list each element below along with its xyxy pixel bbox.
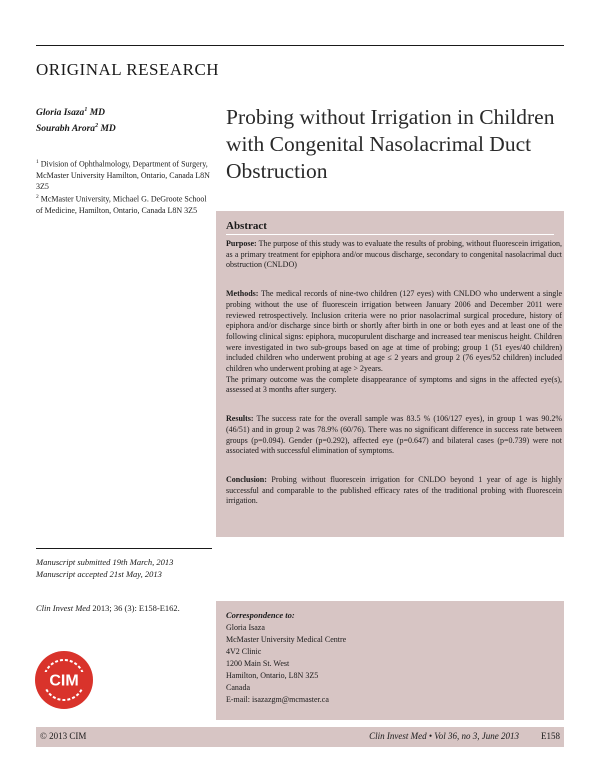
affiliation-2: $^2$ McMaster University, Michael G. DeGroote School of Medicine, Hamilton, Ontario, Canada L8N 3Z5: [36, 194, 207, 216]
cim-logo: [34, 650, 94, 710]
abstract-divider: [226, 234, 554, 235]
article-title: Probing without Irrigation in Children with Congenital Nasolacrimal Duct Obstruction: [226, 105, 555, 183]
correspondence-line: Hamilton, Ontario, L8N 3Z5: [226, 671, 319, 680]
correspondence-line: 4V2 Clinic: [226, 647, 262, 656]
footer-journal: Clin Invest Med • Vol 36, no 3, June 2013 E158: [369, 731, 560, 741]
author-list: [36, 104, 116, 136]
correspondence-email: E-mail: isazazgm@mcmaster.ca: [226, 695, 329, 704]
manuscript-dates: [36, 556, 173, 580]
abstract-methods-outcome: The primary outcome was the complete disappearance of symptoms and signs in the affected eye(s), assessed at 3 months after surgery.: [226, 374, 562, 395]
abstract-conclusion: Conclusion: Probing without fluorescein irrigation for CNLDO beyond 1 year of age is highly successful and comparable to the published efficacy rates of the traditional probing with fluorescein irrigation.: [226, 474, 562, 506]
correspondence-line: Canada: [226, 683, 250, 692]
section-label: ORIGINAL RESEARCH: [36, 60, 220, 79]
author-1: Gloria Isaza$^1$ MD: [36, 107, 105, 119]
top-rule: [36, 45, 564, 46]
svg-text:CIM: CIM: [49, 672, 79, 690]
abstract-purpose: Purpose: The purpose of this study was to evaluate the results of probing, without fluorescein irrigation, as a primary treatment for epiphora and/or mucous discharge, secondary to congenital nasolacrimal duct obstruction (CNLDO): [226, 239, 562, 270]
abstract-results: Results: The success rate for the overall sample was 83.5 % (106/127 eyes), in group 1 was 90.2% (46/51) and in group 2 was 78.9% (60/76). There was no significant difference in success rate between groups (p=0.094). Gender (p=0.292), affected eye (p=0.647) and bilateral cases (p=0.739) were not associated with successful elimination of symptoms.: [226, 414, 562, 456]
correspondence-line: McMaster University Medical Centre: [226, 635, 347, 644]
abstract-body: [226, 239, 562, 518]
citation: Clin Invest Med 2013; 36 (3): E158-E162.: [36, 603, 180, 613]
manuscript-accepted: Manuscript accepted 21st May, 2013: [36, 569, 162, 579]
footer-copyright: © 2013 CIM: [40, 731, 87, 741]
manuscript-divider: [36, 548, 212, 549]
correspondence-address: [226, 622, 346, 706]
author-2: Sourabh Arora$^2$ MD: [36, 123, 116, 135]
manuscript-submitted: Manuscript submitted 19th March, 2013: [36, 557, 174, 567]
correspondence-line: Gloria Isaza: [226, 623, 265, 632]
page-number: E158: [541, 731, 560, 741]
affiliations: [36, 157, 212, 216]
correspondence-line: 1200 Main St. West: [226, 659, 290, 668]
affiliation-1: $^1$ Division of Ophthalmology, Department of Surgery, McMaster University Hamilton, Ontario, Canada L8N 3Z5: [36, 159, 210, 192]
abstract-heading: Abstract: [226, 220, 267, 232]
abstract-methods: Methods: The medical records of nine-two children (127 eyes) with CNLDO who underwent a single probing without the use of fluorescein irrigation between January 2006 and December 2011 were reviewed retrospectively. Inclusion criteria were no prior nasolacrimal surgical procedure, history of epiphora and/or discharge since birth or shortly after birth in one or both eyes and at least one of the following clinical signs: epiphora, mucopurulent discharge and increased tear meniscus height. Children were investigated in two sub-groups based on age at time of probing; group 1 (51 eyes/40 children) included children who underwent probing at age ≤ 2 years and group 2 (76 eyes/52 children) included children who underwent probing at age > 2years.: [226, 289, 562, 374]
correspondence-heading: Correspondence to:: [226, 610, 295, 620]
